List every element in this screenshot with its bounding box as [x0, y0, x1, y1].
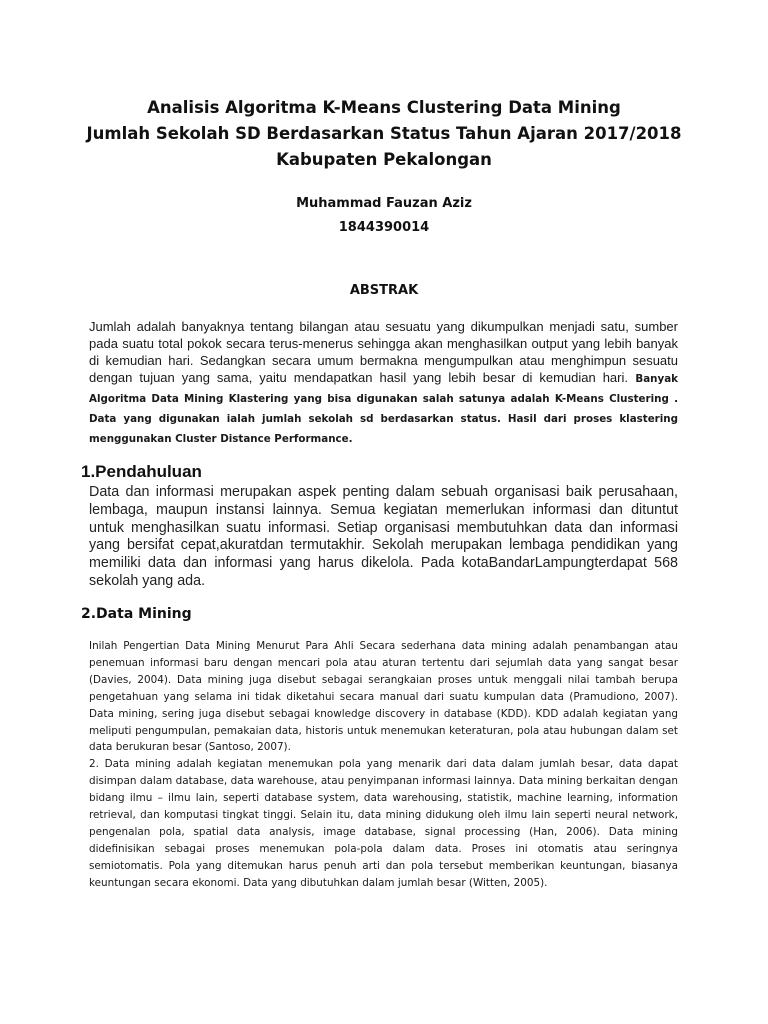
author-id: 1844390014: [338, 220, 430, 235]
data-mining-paragraph-2: 2. Data mining adalah kegiatan menemukan pola yang menarik dari data dalam jumlah besar, data dapat disimpan dalam database, data warehouse, atau penyimpanan informasi lainnya. Data mining berkaitan dengan bidang ilmu – ilmu lain, seperti database system, data warehousing, statistik, machine learning, information retrieval, dan komputasi tingkat tinggi. Selain itu, data mining didukung oleh ilmu lain seperti neural network, pengenalan pola, spatial data analysis, image database, signal processing (Han, 2006). Data mining didefinisikan sebagai proses menemukan pola-pola dalam data. Proses ini otomatis atau seringnya semiotomatis. Pola yang ditemukan harus penuh arti dan pola tersebut memberikan keuntungan, biasanya keuntungan secara ekonomi. Data yang dibutuhkan dalam jumlah besar (Witten, 2005).: [89, 758, 678, 889]
abstract-body: [89, 318, 678, 449]
title-line-3: Kabupaten Pekalongan: [276, 150, 492, 169]
abstract-heading: ABSTRAK: [349, 283, 419, 298]
title-line-2: Jumlah Sekolah SD Berdasarkan Status Tahun Ajaran 2017/2018: [86, 124, 682, 143]
section-heading-data-mining: 2.Data Mining: [81, 606, 192, 622]
abstract-bold-text: Banyak Algoritma Data Mining Klastering yang bisa digunakan salah satunya adalah K-Means Clustering . Data yang digunakan ialah jumlah sekolah sd berdasarkan status. Hasil dari proses klastering menggunakan Cluster Distance Performance.: [89, 373, 679, 445]
author-name: Muhammad Fauzan Aziz: [296, 196, 472, 211]
section-heading-pendahuluan: 1.Pendahuluan: [81, 462, 202, 481]
section-body-pendahuluan: Data dan informasi merupakan aspek penting dalam sebuah organisasi baik perusahaan, lembaga, maupun instansi lainnya. Semua kegiatan memerlukan informasi dan dituntut untuk menghasilkan suatu informasi. Setiap organisasi membutuhkan data dan informasi yang bersifat cepat,akuratdan termutakhir. Sekolah merupakan lembaga pendidikan yang memiliki data dan informasi yang harus dikelola. Pada kotaBandarLampungterdapat 568 sekolah yang ada.: [89, 484, 678, 589]
paper-title: [80, 95, 688, 173]
abstract-text: Jumlah adalah banyaknya tentang bilangan atau sesuatu yang dikumpulkan menjadi satu, sumber pada suatu total pokok secara terus-menerus sehingga akan menghasilkan output yang lebih banyak di kemudian hari. Sedangkan secara umum bermakna mengumpulkan atau menghimpun sesuatu dengan tujuan yang sama, yaitu mendapatkan hasil yang lebih besar di kemudian hari.: [89, 319, 678, 385]
title-line-1: Analisis Algoritma K-Means Clustering Data Mining: [147, 98, 621, 117]
data-mining-paragraph-1: Inilah Pengertian Data Mining Menurut Para Ahli Secara sederhana data mining adalah penambangan atau penemuan informasi baru dengan mencari pola atau aturan tertentu dari sejumlah data yang sangat besar (Davies, 2004). Data mining juga disebut sebagai serangkaian proses untuk menggali nilai tambah berupa pengetahuan yang selama ini tidak diketahui secara manual dari suatu kumpulan data (Pramudiono, 2007). Data mining, sering juga disebut sebagai knowledge discovery in database (KDD). KDD adalah kegiatan yang meliputi pengumpulan, pemakaian data, historis untuk menemukan keteraturan, pola atau hubungan dalam set data berukuran besar (Santoso, 2007).: [89, 640, 678, 754]
section-body-data-mining: [89, 638, 678, 892]
author-block: [80, 192, 688, 240]
